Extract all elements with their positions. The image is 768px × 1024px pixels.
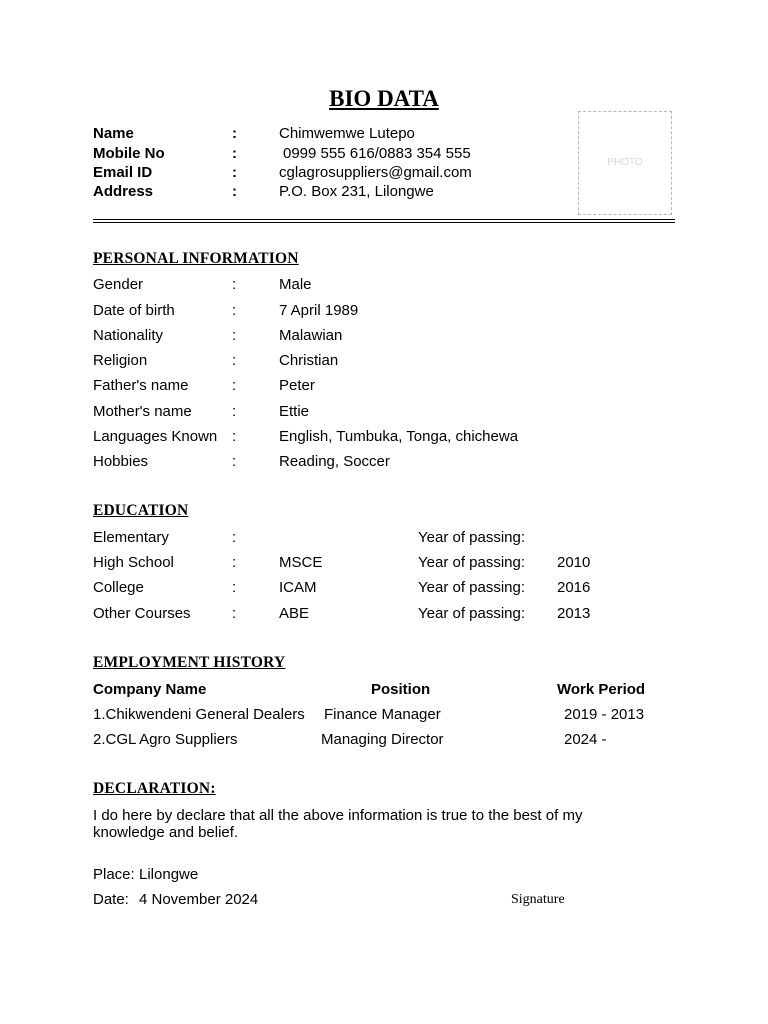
date-value: 4 November 2024: [139, 891, 259, 908]
education-label: High School: [93, 554, 174, 571]
column-header-period: Work Period: [557, 681, 646, 698]
email-colon: :: [232, 164, 237, 181]
employment-company: 2.CGL Agro Suppliers: [93, 731, 238, 748]
education-label: Other Courses: [93, 605, 191, 622]
personal-value: English, Tumbuka, Tonga, chichewa: [279, 428, 519, 445]
mobile-value: 0999 555 616/0883 354 555: [283, 145, 471, 162]
divider-bottom: [93, 222, 675, 223]
year-of-passing-label: Year of passing:: [418, 529, 526, 546]
address-value: P.O. Box 231, Lilongwe: [279, 183, 434, 200]
education-qualification: ICAM: [279, 579, 317, 596]
education-year: 2010: [557, 554, 591, 571]
email-value: cglagrosuppliers@gmail.com: [279, 164, 472, 181]
personal-colon: :: [232, 403, 237, 420]
education-year: 2016: [557, 579, 591, 596]
personal-value: 7 April 1989: [279, 302, 359, 319]
personal-colon: :: [232, 352, 237, 369]
divider-top: [93, 219, 675, 220]
education-colon: :: [232, 605, 237, 622]
address-colon: :: [232, 183, 237, 200]
personal-label: Nationality: [93, 327, 164, 344]
email-label: Email ID: [93, 164, 153, 181]
personal-colon: :: [232, 453, 237, 470]
personal-colon: :: [232, 377, 237, 394]
employment-period: 2019 - 2013: [564, 706, 645, 723]
personal-label: Mother's name: [93, 403, 192, 420]
personal-heading: PERSONAL INFORMATION: [93, 250, 299, 267]
education-qualification: MSCE: [279, 554, 323, 571]
personal-value: Male: [279, 276, 312, 293]
name-colon: :: [232, 125, 237, 142]
employment-heading: EMPLOYMENT HISTORY: [93, 654, 286, 671]
personal-label: Religion: [93, 352, 148, 369]
personal-colon: :: [232, 327, 237, 344]
education-year: 2013: [557, 605, 591, 622]
employment-position: Managing Director: [321, 731, 444, 748]
photo-placeholder: [578, 111, 672, 215]
personal-label: Father's name: [93, 377, 189, 394]
year-of-passing-label: Year of passing:: [418, 554, 526, 571]
personal-label: Gender: [93, 276, 144, 293]
education-colon: :: [232, 554, 237, 571]
personal-value: Peter: [279, 377, 315, 394]
page-title: BIO DATA: [329, 86, 439, 111]
education-qualification: ABE: [279, 605, 310, 622]
date-label: Date:: [93, 891, 129, 908]
education-colon: :: [232, 529, 237, 546]
employment-position: Finance Manager: [324, 706, 441, 723]
place-label: Place:: [93, 866, 135, 883]
education-label: Elementary: [93, 529, 169, 546]
place-value: Lilongwe: [139, 866, 199, 883]
employment-period: 2024 -: [564, 731, 607, 748]
column-header-company: Company Name: [93, 681, 207, 698]
personal-label: Languages Known: [93, 428, 218, 445]
year-of-passing-label: Year of passing:: [418, 579, 526, 596]
column-header-position: Position: [371, 681, 431, 698]
personal-colon: :: [232, 428, 237, 445]
education-heading: EDUCATION: [93, 502, 189, 519]
personal-value: Reading, Soccer: [279, 453, 390, 470]
personal-label: Hobbies: [93, 453, 149, 470]
personal-label: Date of birth: [93, 302, 175, 319]
education-label: College: [93, 579, 144, 596]
personal-value: Christian: [279, 352, 339, 369]
name-label: Name: [93, 125, 134, 142]
mobile-label: Mobile No: [93, 145, 165, 162]
declaration-heading: DECLARATION:: [93, 780, 216, 797]
name-value: Chimwemwe Lutepo: [279, 125, 415, 142]
employment-company: 1.Chikwendeni General Dealers: [93, 706, 305, 723]
year-of-passing-label: Year of passing:: [418, 605, 526, 622]
mobile-colon: :: [232, 145, 237, 162]
declaration-text: I do here by declare that all the above information is true to the best of my knowledge and belief.: [93, 807, 583, 841]
personal-colon: :: [232, 276, 237, 293]
photo-label: PHOTO: [607, 157, 643, 168]
education-colon: :: [232, 579, 237, 596]
personal-colon: :: [232, 302, 237, 319]
address-label: Address: [93, 183, 154, 200]
signature-label: Signature: [511, 892, 565, 907]
personal-value: Malawian: [279, 327, 343, 344]
personal-value: Ettie: [279, 403, 310, 420]
